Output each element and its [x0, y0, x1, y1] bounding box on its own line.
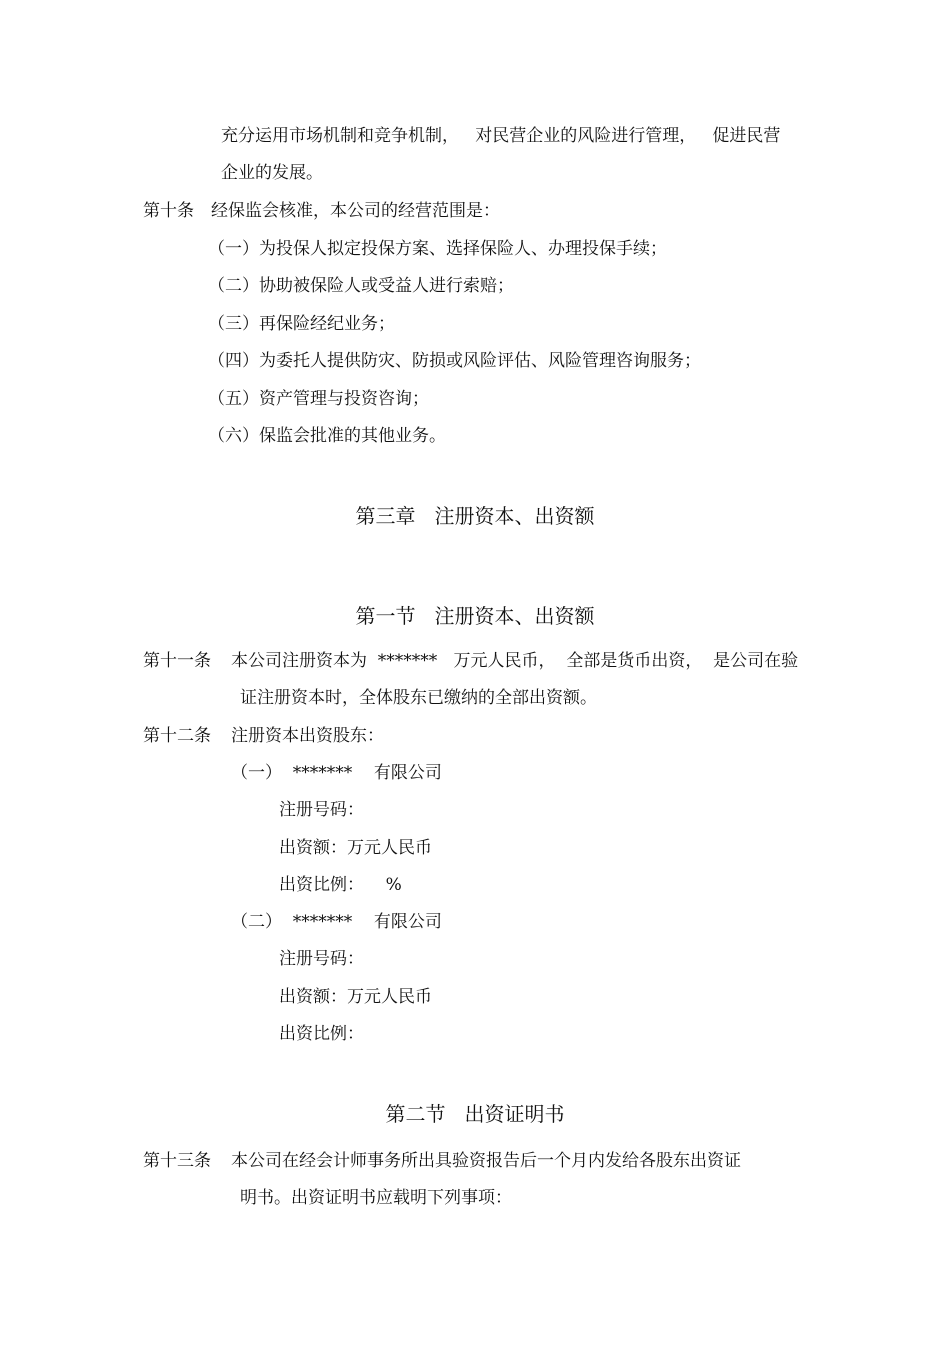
shareholder-ratio: 出资比例： [279, 1024, 364, 1044]
shareholder-reg-no: 注册号码： [279, 949, 364, 969]
paragraph-line: 充分运用市场机制和竞争机制， 对民营企业的风险进行管理， 促进民营 [221, 126, 781, 146]
article-text: 证注册资本时，全体股东已缴纳的全部出资额。 [240, 688, 597, 708]
shareholder-title: （一） ******* 有限公司 [231, 763, 442, 783]
list-item: （三）再保险经纪业务； [208, 314, 395, 334]
paragraph-line: 企业的发展。 [221, 163, 323, 183]
list-item: （一）为投保人拟定投保方案、选择保险人、办理投保手续； [208, 239, 667, 259]
article-label: 第十条 [143, 201, 194, 221]
article-text: 注册资本出资股东： [231, 726, 384, 746]
article-text: 经保监会核准，本公司的经营范围是： [211, 201, 500, 221]
section-title: 第二节 出资证明书 [385, 1102, 565, 1126]
shareholder-amount: 出资额：万元人民币 [279, 838, 432, 858]
shareholder-ratio: 出资比例： % [279, 875, 402, 895]
article-label: 第十三条 [143, 1151, 211, 1171]
list-item: （二）协助被保险人或受益人进行索赔； [208, 276, 514, 296]
chapter-title: 第三章 注册资本、出资额 [355, 504, 595, 528]
list-item: （四）为委托人提供防灾、防损或风险评估、风险管理咨询服务； [208, 351, 701, 371]
article-text: 明书。出资证明书应载明下列事项： [240, 1188, 512, 1208]
shareholder-title: （二） ******* 有限公司 [231, 912, 442, 932]
article-label: 第十二条 [143, 726, 211, 746]
article-label: 第十一条 [143, 651, 211, 671]
shareholder-reg-no: 注册号码： [279, 800, 364, 820]
shareholder-amount: 出资额：万元人民币 [279, 987, 432, 1007]
list-item: （五）资产管理与投资咨询； [208, 389, 429, 409]
article-text: 本公司注册资本为 ******* 万元人民币， 全部是货币出资， 是公司在验 [231, 651, 799, 671]
article-text: 本公司在经会计师事务所出具验资报告后一个月内发给各股东出资证 [231, 1151, 741, 1171]
section-title: 第一节 注册资本、出资额 [355, 604, 595, 628]
list-item: （六）保监会批准的其他业务。 [208, 426, 446, 446]
